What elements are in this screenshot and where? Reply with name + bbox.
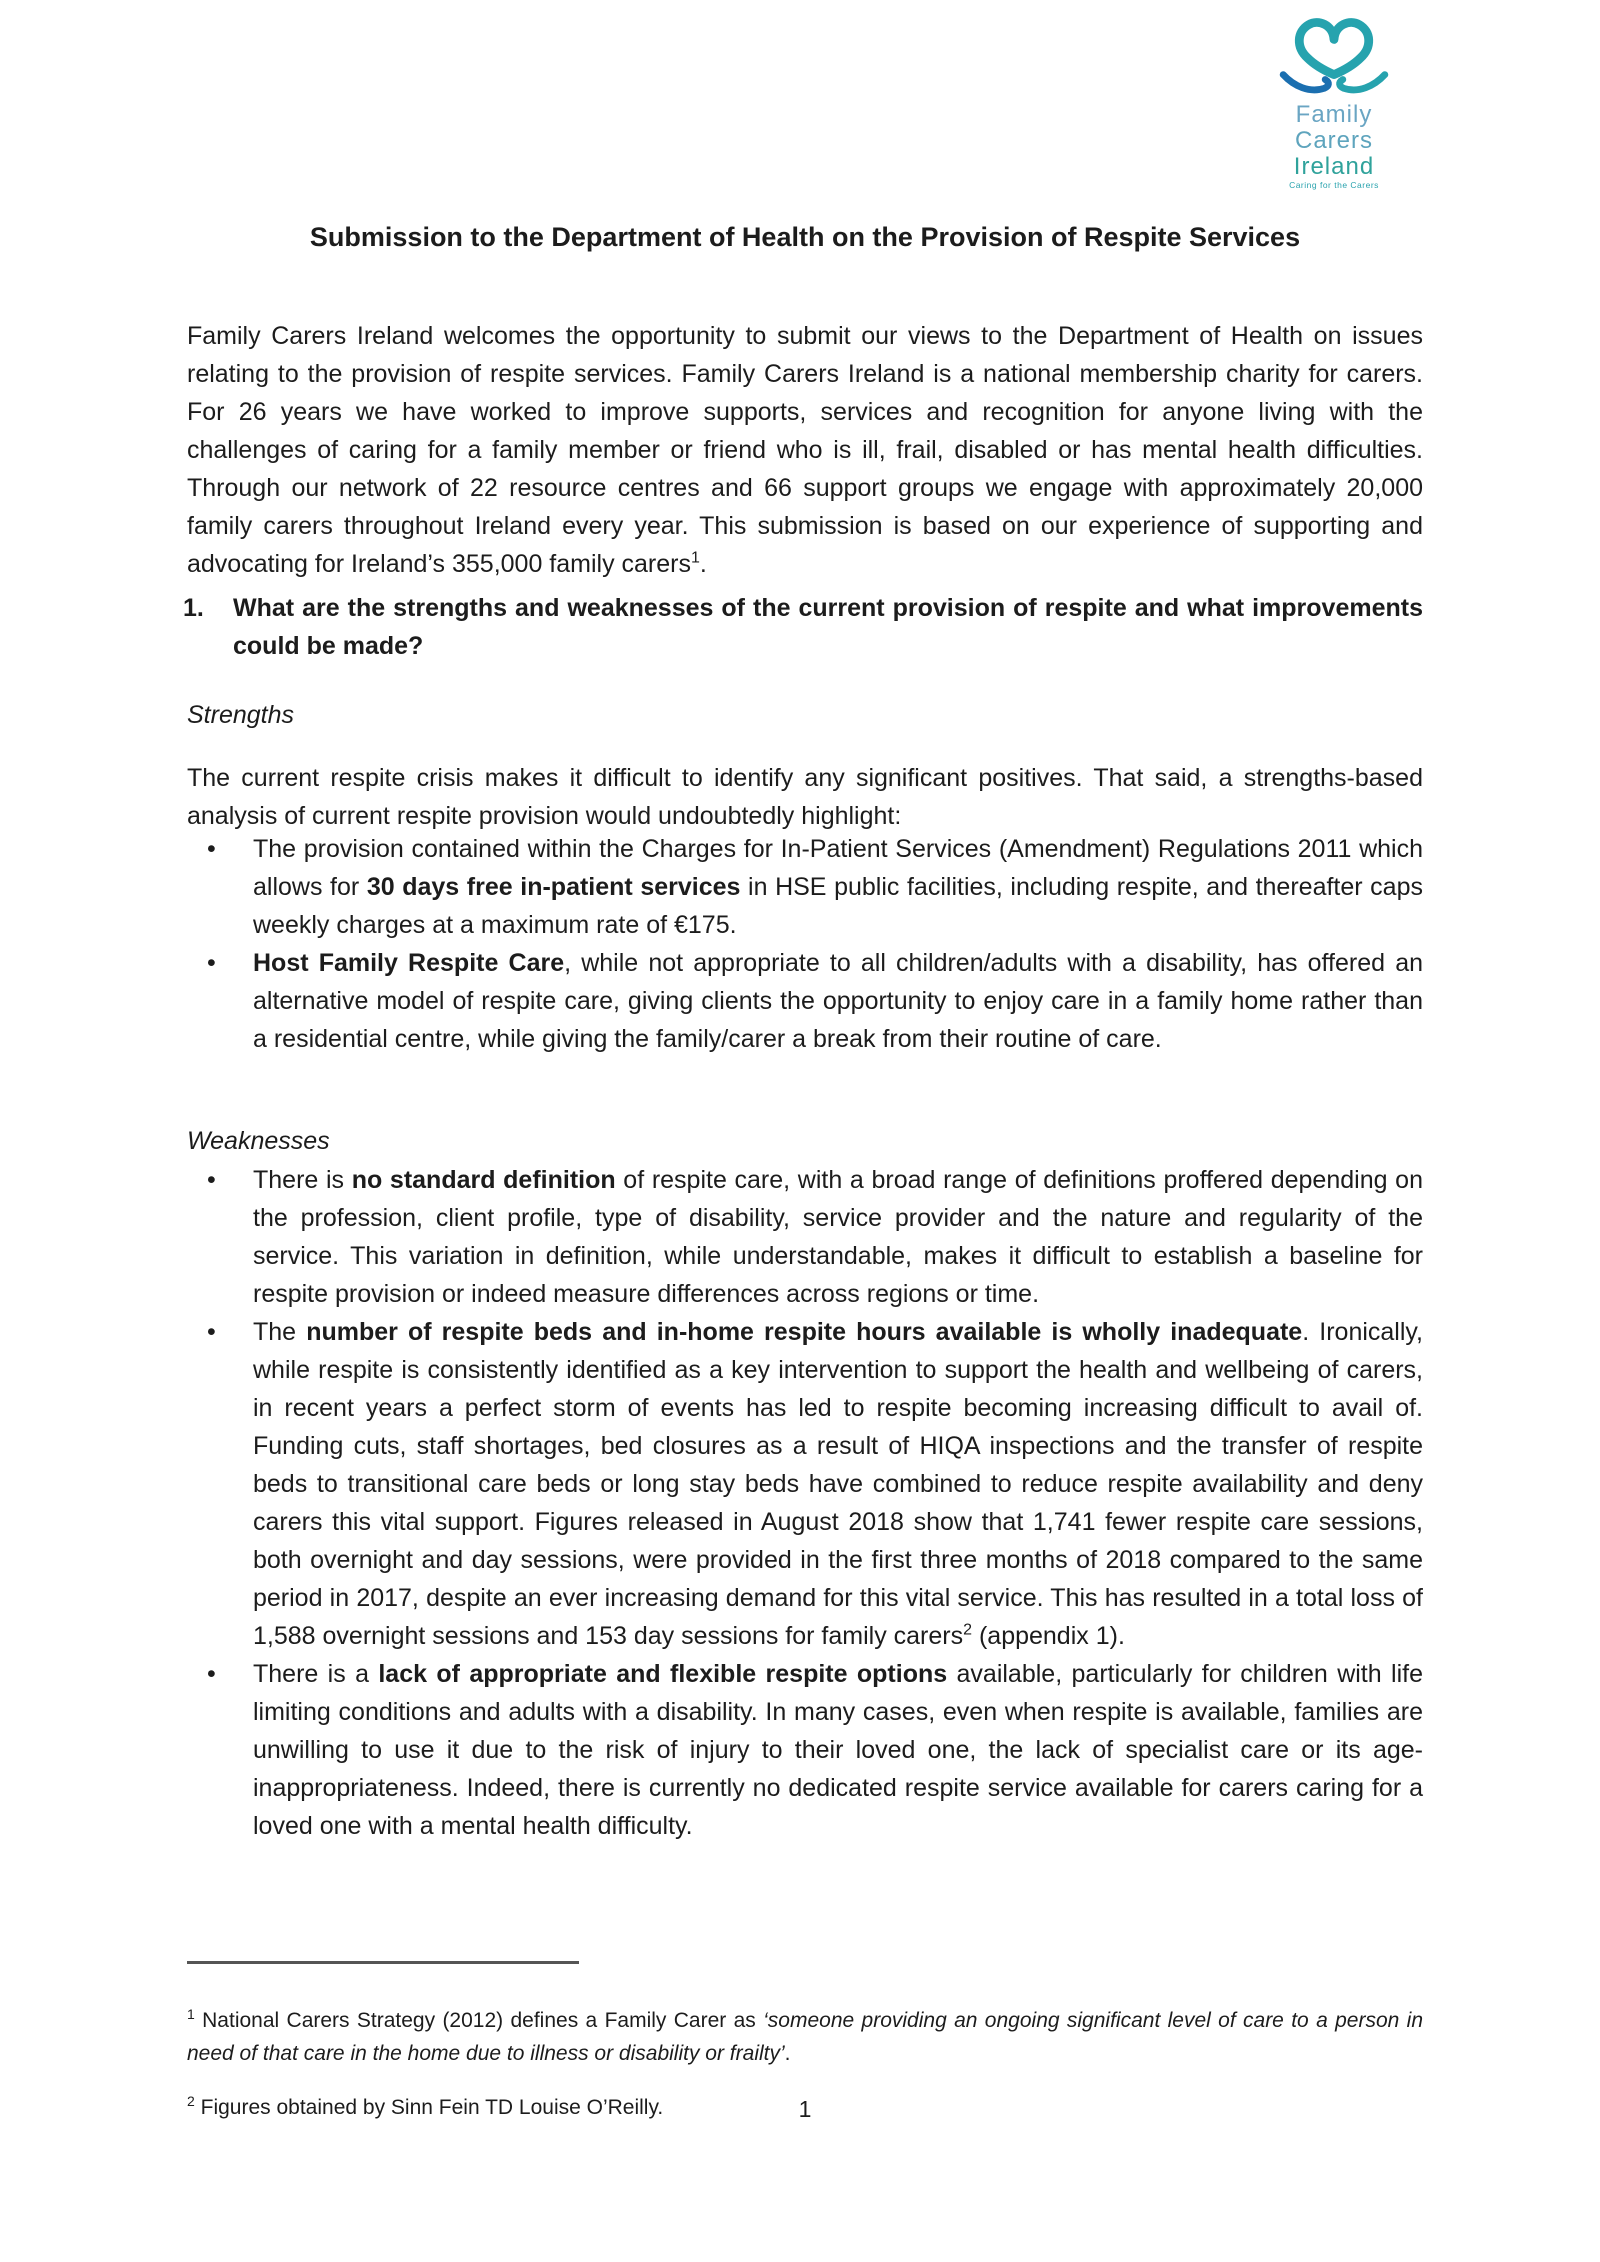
bullet-text: available, particularly for children with life limiting conditions and adults with a disability. In many cases, even when respite is available, families are unwilling to use it due to the risk of injury to their loved one, the lack of specialist care or its age-inappropriateness. Indeed, there is currently no dedicated respite service available for carers caring for a loved one with a mental health difficulty.	[253, 1660, 1423, 1840]
bullet-text-bold: Host Family Respite Care	[253, 949, 565, 977]
strengths-bullet-list	[187, 830, 1423, 1058]
weaknesses-label: Weaknesses	[187, 1127, 330, 1155]
bullet-icon: •	[207, 1166, 216, 1194]
logo-tagline: Caring for the Carers	[1289, 180, 1379, 190]
bullet-text-bold: lack of appropriate and flexible respite options	[378, 1660, 948, 1688]
bullet-text: There is a	[253, 1660, 379, 1688]
logo-text-family: Family	[1295, 101, 1373, 128]
intro-text: Family Carers Ireland welcomes the opportunity to submit our views to the Department of Health on issues relating to the provision of respite services. Family Carers Ireland is a national membership charity for carers. For 26 years we have worked to improve supports, services and recognition for anyone living with the challenges of caring for a family member or friend who is ill, frail, disabled or has mental health difficulties. Through our network of 22 resource centres and 66 support groups we engage with approximately 20,000 family carers throughout Ireland every year. This submission is based on our experience of supporting and advocating for Ireland’s 355,000 family carers	[187, 322, 1423, 578]
footnote-separator	[187, 1961, 579, 1964]
list-item	[187, 944, 1423, 1058]
list-item	[187, 830, 1423, 944]
bullet-icon: •	[207, 1318, 216, 1346]
bullet-icon: •	[207, 835, 216, 863]
bullet-text-bold: number of respite beds and in-home respite hours available is wholly inadequate	[306, 1318, 1303, 1346]
bullet-text: The provision contained within the Charges for In-Patient Services (Amendment) Regulations 2011 which allows for	[253, 835, 1423, 901]
list-item	[187, 1655, 1423, 1845]
footnote-text: National Carers Strategy (2012) defines a Family Carer as	[194, 2009, 764, 2032]
bullet-text: . Ironically, while respite is consistently identified as a key intervention to support the health and wellbeing of carers, in recent years a perfect storm of events has led to respite becoming increasing difficult to avail of. Funding cuts, staff shortages, bed closures as a result of HIQA inspections and the transfer of respite beds to transitional care beds or long stay beds have combined to reduce respite availability and deny carers this vital support. Figures released in August 2018 show that 1,741 fewer respite care sessions, both overnight and day sessions, were provided in the first three months of 2018 compared to the same period in 2017, despite an ever increasing demand for this vital service. This has resulted in a total loss of 1,588 overnight sessions and 153 day sessions for family carers	[253, 1318, 1423, 1650]
footnote-2-marker: 2	[187, 2093, 195, 2109]
question-1-heading	[183, 589, 1423, 665]
footnote-text: Figures obtained by Sinn Fein TD Louise O’Reilly.	[194, 2096, 664, 2119]
bullet-icon: •	[207, 1660, 216, 1688]
logo-text-ireland: Ireland	[1293, 153, 1375, 180]
strengths-intro: The current respite crisis makes it difficult to identify any significant positives. That said, a strengths-based analysis of current respite provision would undoubtedly highlight:	[187, 764, 1423, 830]
footnote-text: .	[784, 2042, 791, 2065]
question-1-number: 1.	[183, 594, 204, 622]
page-number: 1	[798, 2096, 812, 2122]
bullet-icon: •	[207, 949, 216, 977]
bullet-text: (appendix 1).	[972, 1622, 1125, 1650]
bullet-text: of respite care, with a broad range of definitions proffered depending on the profession, client profile, type of disability, service provider and the nature and regularity of the service. This variation in definition, while understandable, makes it difficult to establish a baseline for respite provision or indeed measure differences across regions or time.	[253, 1166, 1423, 1308]
bullet-text: , while not appropriate to all children/adults with a disability, has offered an alternative model of respite care, giving clients the opportunity to enjoy care in a family home rather than a residential centre, while giving the family/carer a break from their routine of care.	[253, 949, 1423, 1053]
question-1-text: What are the strengths and weaknesses of the current provision of respite and what improvements could be made?	[233, 594, 1423, 660]
footnote-ref-2: 2	[963, 1621, 973, 1639]
footnote-1-marker: 1	[187, 2006, 195, 2022]
logo-text-carers: Carers	[1294, 127, 1373, 154]
footnote-ref-1: 1	[690, 549, 700, 567]
footnote-1	[187, 2004, 1423, 2070]
weaknesses-bullet-list	[187, 1161, 1423, 1845]
list-item	[187, 1313, 1423, 1655]
footnote-text-italic: ‘someone providing an ongoing significant level of care to a person in need of that care in the home due to illness or disability or frailty’	[187, 2009, 1423, 2065]
bullet-text: in HSE public facilities, including respite, and thereafter caps weekly charges at a maximum rate of €175.	[253, 873, 1423, 939]
intro-paragraph	[187, 317, 1423, 583]
bullet-text-bold: no standard definition	[351, 1166, 616, 1194]
strengths-label: Strengths	[187, 701, 295, 729]
intro-text-end: .	[699, 550, 707, 578]
bullet-text: The	[253, 1318, 307, 1346]
document-title: Submission to the Department of Health on the Provision of Respite Services	[309, 222, 1301, 252]
list-item	[187, 1161, 1423, 1313]
bullet-text-bold: 30 days free in-patient services	[366, 873, 741, 901]
bullet-text: There is	[253, 1166, 352, 1194]
document-body	[183, 0, 1423, 2262]
